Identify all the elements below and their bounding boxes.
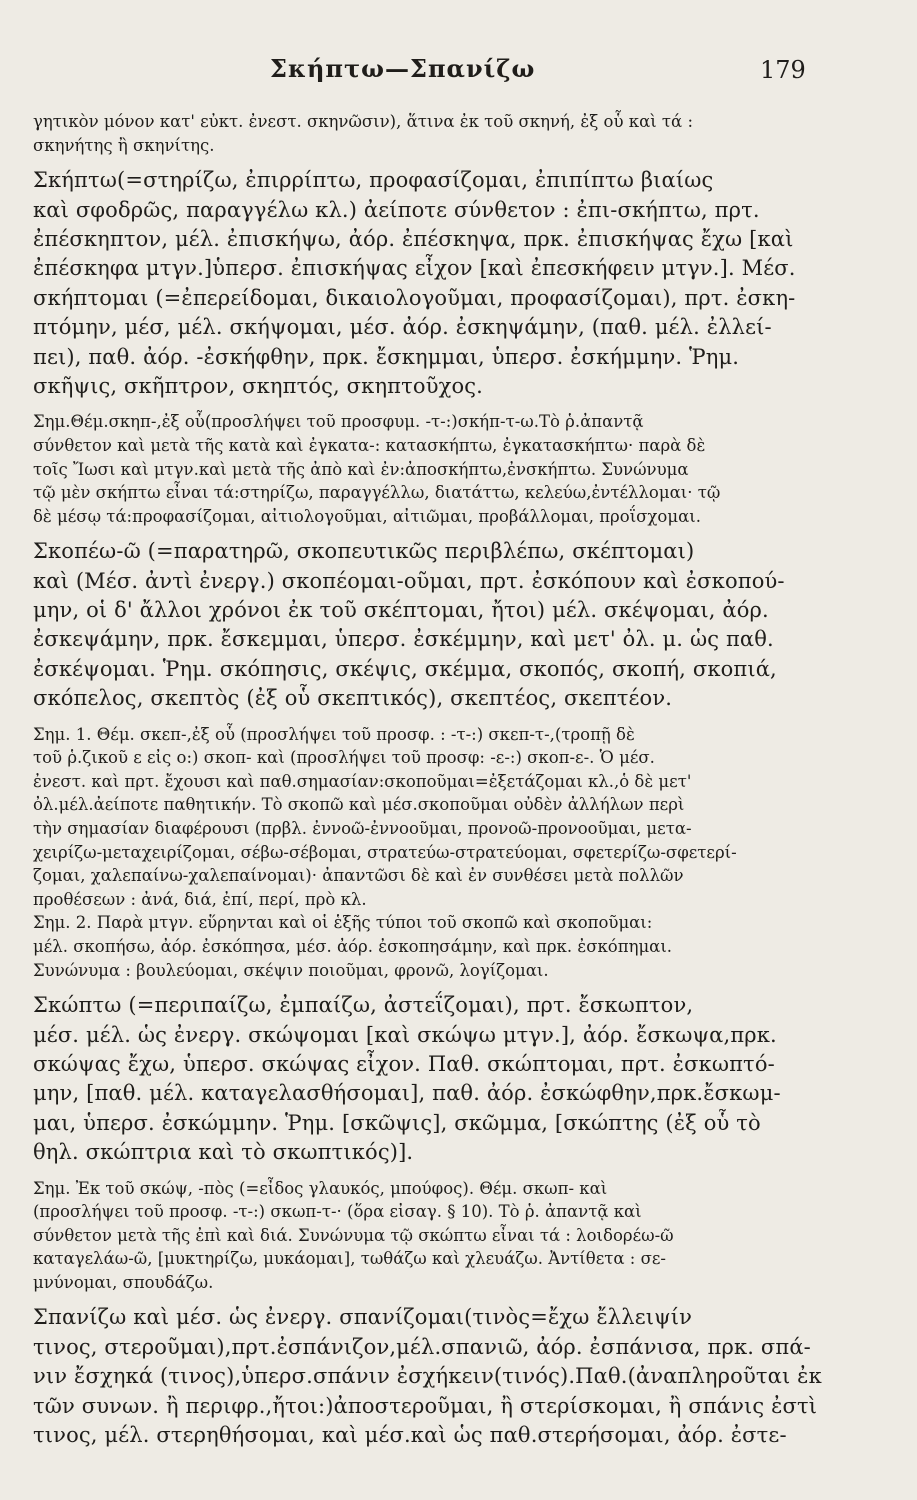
text-line: Σημ. 1. Θέμ. σκεπ-,ἐξ οὗ (προσλήψει τοῦ προσφ. : -τ-:) σκεπ-τ-,(τροπῇ δὲ	[33, 724, 635, 744]
running-header	[0, 50, 917, 94]
text-line: τῶν συνων. ἢ περιφρ.,ἤτοι:)ἀποστεροῦμαι, ἢ στερίσκομαι, ἢ σπάνις ἐστὶ	[33, 1393, 818, 1418]
text-line: ἐπέσκηπτον, μέλ. ἐπισκήψω, ἀόρ. ἐπέσκηψα, πρκ. ἐπισκήψας ἔχω [καὶ	[33, 226, 794, 251]
text-line: τινος, μέλ. στερηθήσομαι, καὶ μέσ.καὶ ὡς παθ.στερήσομαι, ἀόρ. ἐστε-	[33, 1423, 787, 1448]
text-line: πει), παθ. ἀόρ. -ἐσκήφθην, πρκ. ἔσκημμαι, ὑπερσ. ἐσκήμμην. Ῥημ.	[33, 344, 740, 369]
text-line: Σημ. 2. Παρὰ μτγν. εὕρηνται καὶ οἱ ἑξῆς τύποι τοῦ σκοπῶ καὶ σκοποῦμαι:	[33, 913, 653, 933]
text-line: σκήπτομαι (=ἐπερείδομαι, δικαιολογοῦμαι, προφασίζομαι), πρτ. ἐσκη-	[33, 285, 796, 310]
header-title: Σκήπτω—Σπανίζω	[270, 54, 536, 83]
text-line: καὶ σφοδρῶς, παραγγέλω κλ.) ἀείποτε σύνθετον : ἐπι-σκήπτω, πρτ.	[33, 197, 760, 222]
text-line: μην, οἱ δ' ἄλλοι χρόνοι ἐκ τοῦ σκέπτομαι, ἤτοι) μέλ. σκέψομαι, ἀόρ.	[33, 598, 769, 623]
text-line: σκῆψις, σκῆπτρον, σκηπτός, σκηπτοῦχος.	[33, 373, 484, 398]
text-line: σκώψας ἔχω, ὑπερσ. σκώψας εἶχον. Παθ. σκώπτομαι, πρτ. ἐσκωπτό-	[33, 1051, 775, 1076]
text-line: δὲ μέσῳ τά:προφασίζομαι, αἰτιολογοῦμαι, αἰτιῶμαι, προβάλλομαι, προΐσχομαι.	[33, 506, 701, 526]
text-line: σκόπελος, σκεπτὸς (ἐξ οὗ σκεπτικός), σκεπτέος, σκεπτέον.	[33, 686, 673, 711]
text-line: σκηνήτης ἢ σκηνίτης.	[33, 135, 215, 155]
entry-headword-line: Σκήπτω(=στηρίζω, ἐπιρρίπτω, προφασίζομαι, ἐπιπίπτω βιαίως	[33, 168, 714, 193]
text-line: Σημ. Ἐκ τοῦ σκώψ, -πὸς (=εἶδος γλαυκός, μπούφος). Θέμ. σκωπ- καὶ	[33, 1178, 608, 1198]
text-line: χειρίζω-μεταχειρίζομαι, σέβω-σέβομαι, στρατεύω-στρατεύομαι, σφετερίζω-σφετερί-	[33, 842, 737, 862]
text-line: Συνώνυμα : βουλεύομαι, σκέψιν ποιοῦμαι, φρονῶ, λογίζομαι.	[33, 960, 549, 980]
entry-headword-line: Σκοπέω-ῶ (=παρατηρῶ, σκοπευτικῶς περιβλέπω, σκέπτομαι)	[33, 539, 695, 564]
text-line: ζομαι, χαλεπαίνω-χαλεπαίνομαι)· ἀπαντῶσι δὲ καὶ ἐν συνθέσει μετὰ πολλῶν	[33, 866, 684, 886]
text-line: μνύνομαι, σπουδάζω.	[33, 1272, 214, 1292]
text-line: ἐνεστ. καὶ πρτ. ἔχουσι καὶ παθ.σημασίαν:σκοποῦμαι=ἐξετάζομαι κλ.,ὁ δὲ μετ'	[33, 771, 692, 791]
dictionary-text	[33, 110, 873, 1450]
text-line: τοῦ ῥ.ζικοῦ ε εἰς ο:) σκοπ- καὶ (προσλήψει τοῦ προσφ: -ε-:) σκοπ-ε-. Ὁ μέσ.	[33, 748, 655, 768]
text-line: γητικὸν μόνον κατ' εὐκτ. ἐνεστ. σκηνῶσιν), ἅτινα ἐκ τοῦ σκηνή, ἐξ οὗ καὶ τά :	[33, 112, 693, 131]
text-line: ἐσκεψάμην, πρκ. ἔσκεμμαι, ὑπερσ. ἐσκέμμην, καὶ μετ' ὀλ. μ. ὡς παθ.	[33, 627, 774, 652]
text-line: ἐπέσκηφα μτγν.]ὑπερσ. ἐπισκήψας εἶχον [καὶ ἐπεσκήφειν μτγν.]. Μέσ.	[33, 256, 796, 281]
text-line: σύνθετον καὶ μετὰ τῆς κατὰ καὶ ἐγκατα-: κατασκήπτω, ἐγκατασκήπτω· παρὰ δὲ	[33, 435, 706, 455]
entry-headword-line: Σκώπτω (=περιπαίζω, ἐμπαίζω, ἀστεΐζομαι), πρτ. ἔσκωπτον,	[33, 993, 694, 1018]
text-line: θηλ. σκώπτρια καὶ τὸ σκωπτικός)].	[33, 1140, 414, 1165]
text-line: μέλ. σκοπήσω, ἀόρ. ἐσκόπησα, μέσ. ἀόρ. ἐσκοπησάμην, καὶ πρκ. ἐσκόπημαι.	[33, 936, 673, 956]
text-line: ὀλ.μέλ.ἀείποτε παθητικήν. Τὸ σκοπῶ καὶ μέσ.σκοποῦμαι οὐδὲν ἀλλήλων περὶ	[33, 795, 685, 815]
page-number: 179	[760, 56, 806, 84]
text-line: νιν ἔσχηκά (τινος),ὑπερσ.σπάνιν ἐσχήκειν(τινός).Παθ.(ἀναπληροῦται ἐκ	[33, 1364, 822, 1389]
text-line: τοῖς Ἴωσι καὶ μτγν.καὶ μετὰ τῆς ἀπὸ καὶ ἐν:ἀποσκήπτω,ἐνσκήπτω. Συνώνυμα	[33, 459, 689, 479]
text-line: μέσ. μέλ. ὡς ἐνεργ. σκώψομαι [καὶ σκώψω μτγν.], ἀόρ. ἔσκωψα,πρκ.	[33, 1022, 777, 1047]
text-line: σύνθετον μετὰ τῆς ἐπὶ καὶ διά. Συνώνυμα τῷ σκώπτω εἶναι τά : λοιδορέω-ῶ	[33, 1225, 674, 1245]
text-line: καὶ (Μέσ. ἀντὶ ἐνεργ.) σκοπέομαι-οῦμαι, πρτ. ἐσκόπουν καὶ ἐσκοπού-	[33, 568, 785, 593]
text-line: ἐσκέψομαι. Ῥημ. σκόπησις, σκέψις, σκέμμα, σκοπός, σκοπή, σκοπιά,	[33, 656, 777, 681]
text-line: Σημ.Θέμ.σκηπ-,ἐξ οὗ(προσλήψει τοῦ προσφυμ. -τ-:)σκήπ-τ-ω.Τὸ ῥ.ἀπαντᾷ	[33, 412, 644, 432]
entry-headword-line: Σπανίζω καὶ μέσ. ὡς ἐνεργ. σπανίζομαι(τινὸς=ἔχω ἔλλειψίν	[33, 1305, 693, 1330]
text-line: (προσλήψει τοῦ προσφ. -τ-:) σκωπ-τ-· (ὅρα εἰσαγ. § 10). Τὸ ῥ. ἀπαντᾷ καὶ	[33, 1202, 642, 1222]
text-line: μαι, ὑπερσ. ἐσκώμμην. Ῥημ. [σκῶψις], σκῶμμα, [σκώπτης (ἐξ οὗ τὸ	[33, 1110, 761, 1135]
text-line: τὴν σημασίαν διαφέρουσι (πρβλ. ἐννοῶ-ἐννοοῦμαι, προνοῶ-προνοοῦμαι, μετα-	[33, 819, 692, 838]
text-line: τινος, στεροῦμαι),πρτ.ἐσπάνιζον,μέλ.σπανιῶ, ἀόρ. ἐσπάνισα, πρκ. σπά-	[33, 1334, 811, 1359]
text-line: τῷ μὲν σκήπτω εἶναι τά:στηρίζω, παραγγέλλω, διατάττω, κελεύω,ἐντέλλομαι· τῷ	[33, 483, 721, 503]
text-line: προθέσεων : ἀνά, διά, ἐπί, περί, πρὸ κλ.	[33, 889, 367, 909]
text-line: καταγελάω-ῶ, [μυκτηρίζω, μυκάομαι], τωθάζω καὶ χλευάζω. Ἀντίθετα : σε-	[33, 1249, 666, 1269]
text-line: μην, [παθ. μέλ. καταγελασθήσομαι], παθ. ἀόρ. ἐσκώφθην,πρκ.ἔσκωμ-	[33, 1081, 781, 1106]
text-line: πτόμην, μέσ, μέλ. σκήψομαι, μέσ. ἀόρ. ἐσκηψάμην, (παθ. μέλ. ἐλλεί-	[33, 315, 772, 340]
